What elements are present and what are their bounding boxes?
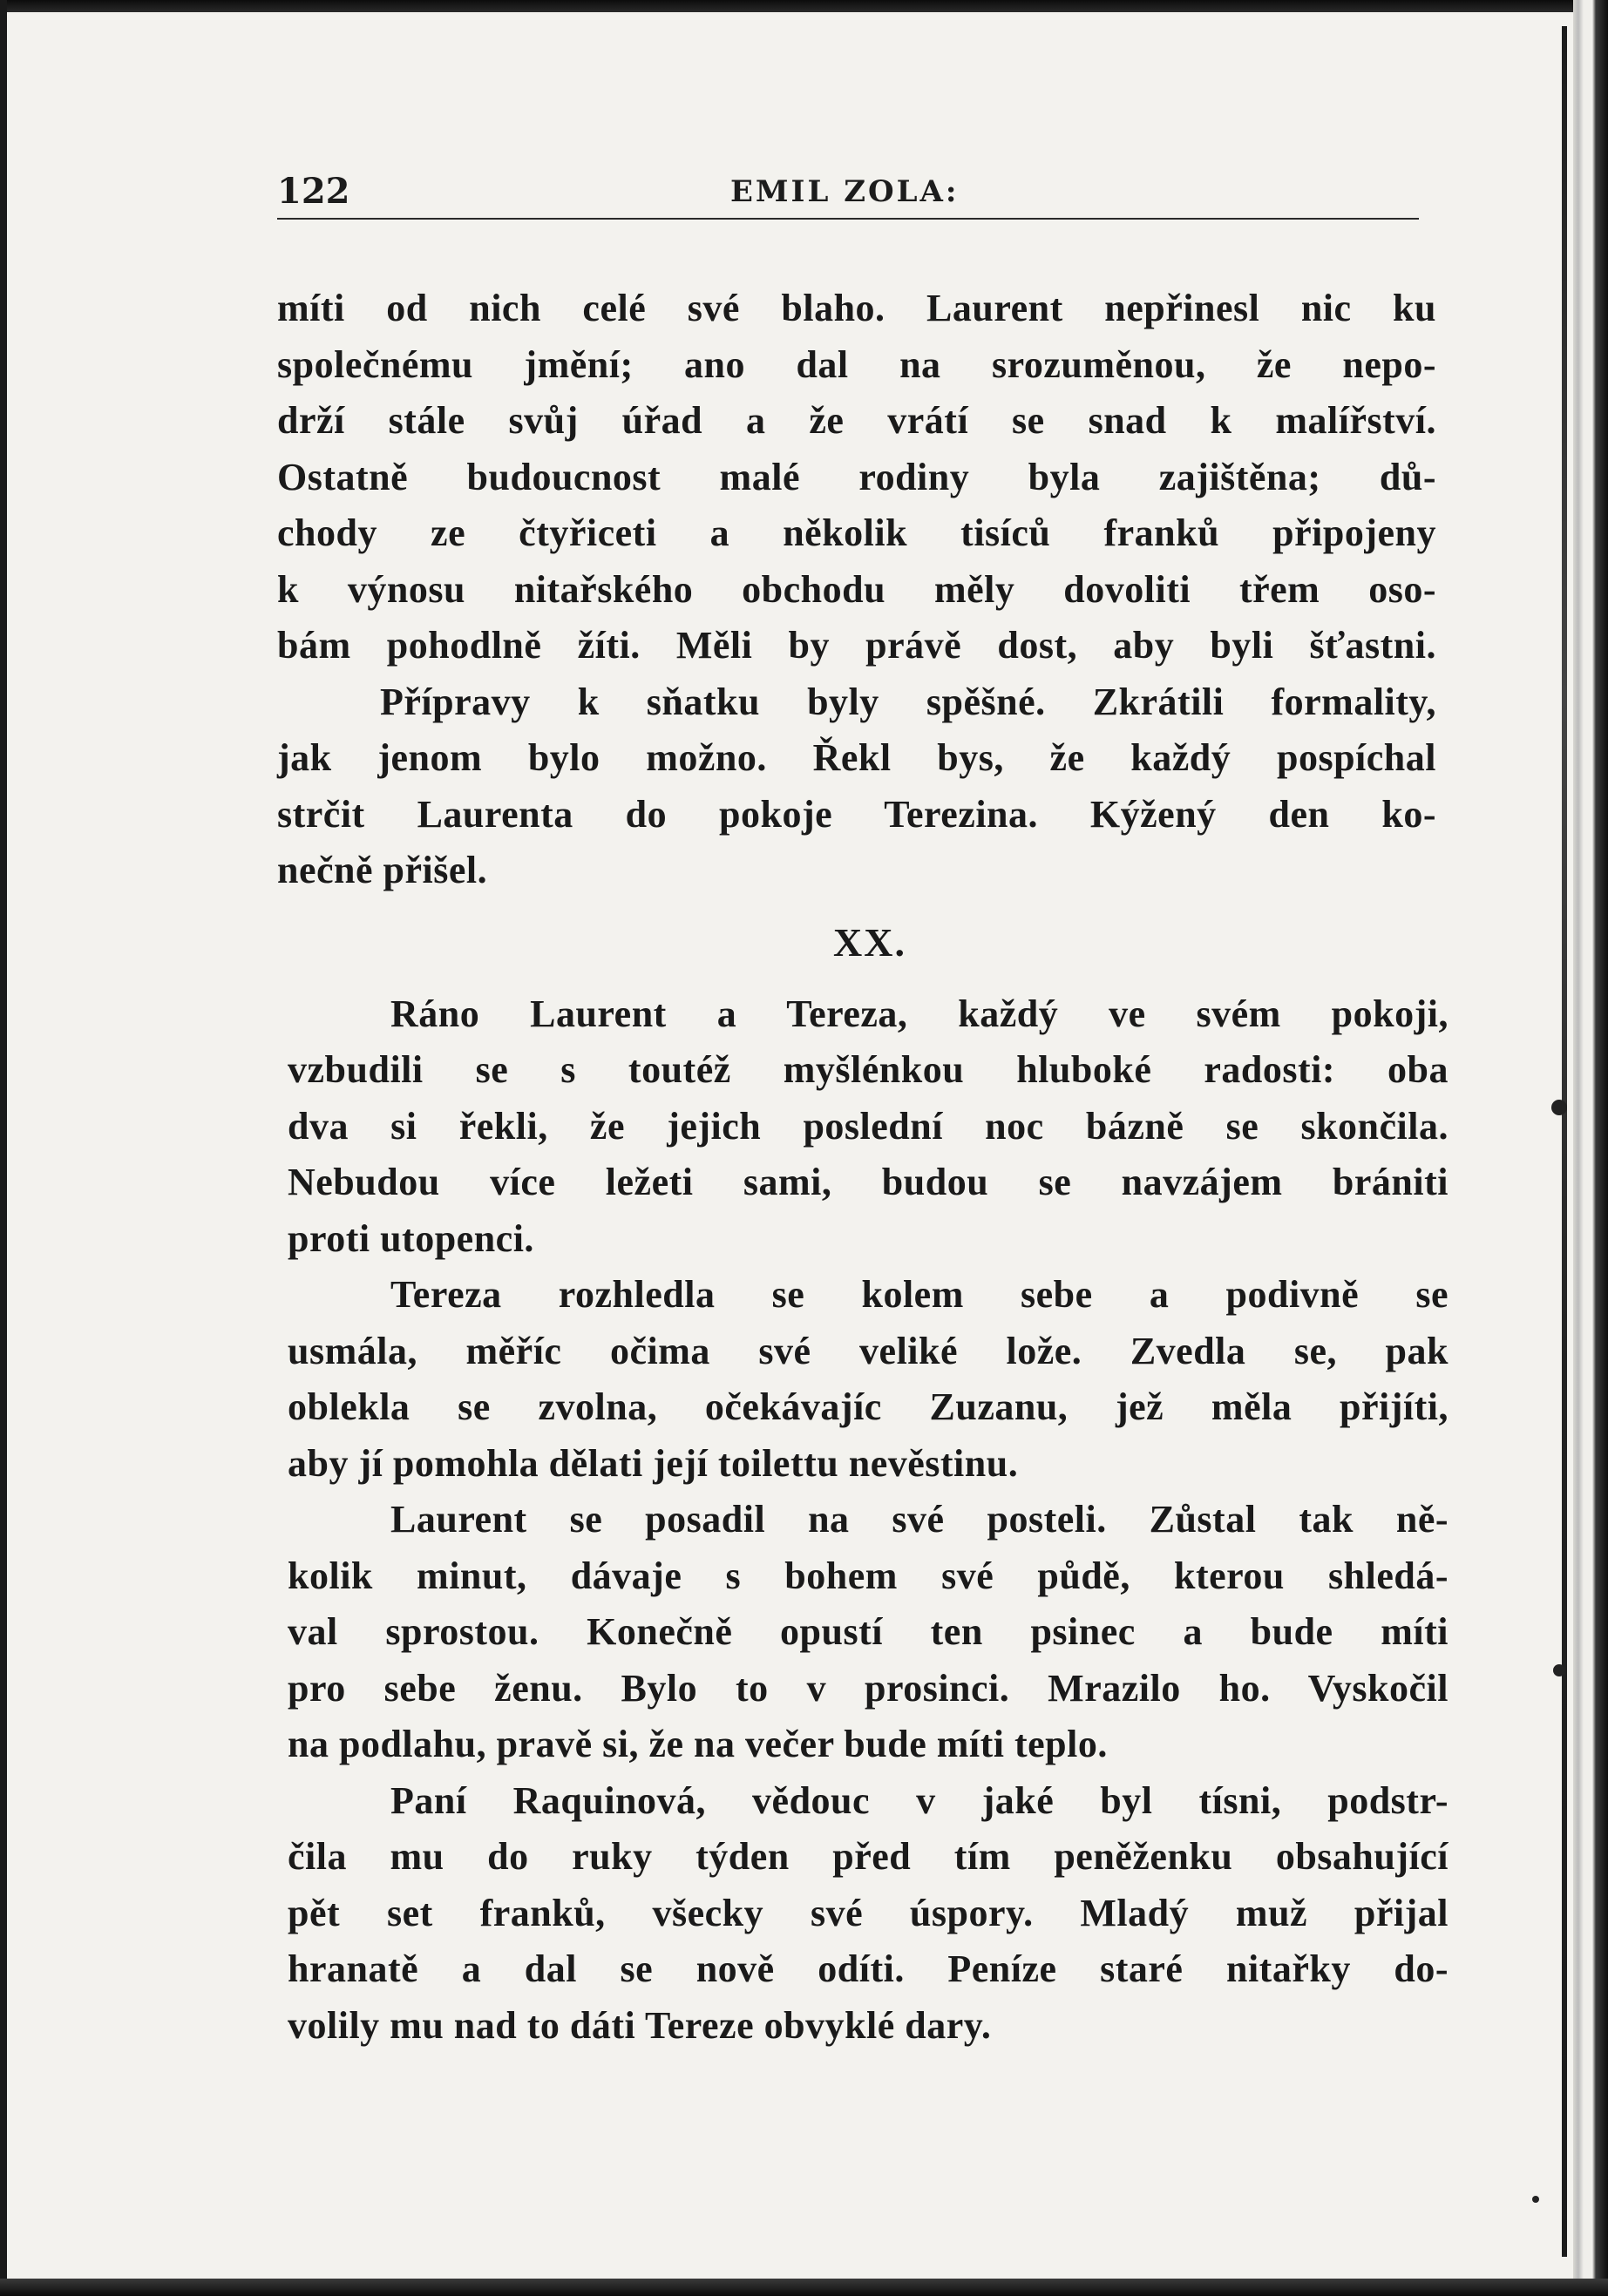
text-line: pět set franků, všecky své úspory. Mladý muž přijal bbox=[288, 1891, 1449, 1934]
scan-edge-bottom bbox=[0, 2279, 1608, 2296]
scan-speck bbox=[1532, 2196, 1539, 2203]
text-line: strčit Laurenta do pokoje Terezina. Kýžený den ko- bbox=[277, 792, 1436, 836]
text-line: bám pohodlně žíti. Měli by právě dost, aby byli šťastni. bbox=[277, 624, 1436, 667]
text-line: proti utopenci. bbox=[288, 1216, 534, 1260]
text-line: Tereza rozhledla se kolem sebe a podivně se bbox=[390, 1273, 1449, 1316]
text-line: Přípravy k sňatku byly spěšné. Zkrátili formality, bbox=[380, 680, 1436, 723]
running-title: EMIL ZOLA: bbox=[730, 174, 960, 209]
chapter-text bbox=[288, 986, 1449, 2055]
scan-edge-left bbox=[0, 0, 7, 2296]
text-line: míti od nich celé své blaho. Laurent nepřinesl nic ku bbox=[277, 287, 1436, 329]
page-number: 122 bbox=[277, 171, 350, 212]
text-line: val sprostou. Konečně opustí ten psinec a bude míti bbox=[288, 1610, 1449, 1653]
text-line: chody ze čtyřiceti a několik tisíců franků připojeny bbox=[277, 511, 1436, 554]
text-line: usmála, měříc očima své veliké lože. Zvedla se, pak bbox=[288, 1329, 1449, 1372]
text-line: na podlahu, pravě si, že na večer bude míti teplo. bbox=[288, 1723, 1108, 1765]
text-line: nečně přišel. bbox=[277, 849, 488, 891]
text-line: Nebudou více ležeti sami, budou se navzájem brániti bbox=[288, 1161, 1449, 1203]
scan-speck bbox=[1553, 1664, 1565, 1676]
text-line: Laurent se posadil na své posteli. Zůstal tak ně- bbox=[390, 1498, 1449, 1541]
text-line: jak jenom bylo možno. Řekl bys, že každý pospíchal bbox=[277, 736, 1436, 779]
header-rule bbox=[277, 218, 1419, 220]
text-line: hranatě a dal se nově odíti. Peníze staré nitařky do- bbox=[288, 1947, 1449, 1990]
text-line: společnému jmění; ano dal na srozuměnou, že nepo- bbox=[277, 342, 1436, 386]
running-head bbox=[277, 171, 1419, 218]
scan-speck bbox=[1551, 1100, 1567, 1115]
text-line: pro sebe ženu. Bylo to v prosinci. Mrazilo ho. Vyskočil bbox=[288, 1666, 1449, 1710]
scan-edge-top bbox=[0, 0, 1608, 12]
text-line: aby jí pomohla dělati její toilettu nevěstinu. bbox=[288, 1441, 1019, 1485]
chapter-heading: XX. bbox=[833, 919, 906, 965]
text-line: vzbudili se s toutéž myšlénkou hluboké radosti: oba bbox=[288, 1048, 1449, 1091]
binding-shadow bbox=[1562, 26, 1567, 2257]
text-line: drží stále svůj úřad a že vrátí se snad k malířství. bbox=[277, 399, 1436, 442]
text-line: Paní Raquinová, vědouc v jaké byl tísni, podstr- bbox=[390, 1778, 1449, 1822]
text-line: volily mu nad to dáti Tereze obvyklé dary. bbox=[288, 2003, 992, 2047]
text-line: k výnosu nitařského obchodu měly dovoliti třem oso- bbox=[277, 567, 1436, 611]
text-line: Ostatně budoucnost malé rodiny byla zajištěna; dů- bbox=[277, 455, 1436, 498]
text-line: kolik minut, dávaje s bohem své půdě, kterou shledá- bbox=[288, 1554, 1449, 1597]
body-text bbox=[277, 281, 1449, 2054]
text-line: Ráno Laurent a Tereza, každý ve svém pokoji, bbox=[390, 992, 1449, 1035]
text-line: oblekla se zvolna, očekávajíc Zuzanu, jež měla přijíti, bbox=[288, 1385, 1449, 1428]
text-line: čila mu do ruky týden před tím peněženku obsahující bbox=[288, 1835, 1449, 1878]
scan-edge-right bbox=[1573, 0, 1608, 2296]
text-line: dva si řekli, že jejich poslední noc bázně se skončila. bbox=[288, 1104, 1449, 1148]
